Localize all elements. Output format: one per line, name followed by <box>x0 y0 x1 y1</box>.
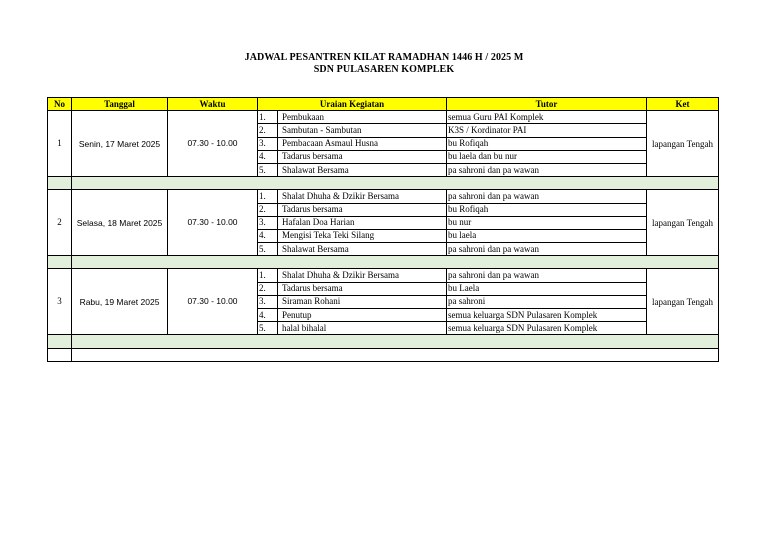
activity-index: 4. <box>258 229 278 242</box>
activity-index: 3. <box>258 295 278 308</box>
day-time: 07.30 - 10.00 <box>168 111 258 177</box>
activity-name: Hafalan Doa Harian <box>278 216 447 229</box>
activity-index: 1. <box>258 111 278 124</box>
activity-tutor: semua Guru PAI Komplek <box>447 111 647 124</box>
activity-tutor: bu Rofiqah <box>447 203 647 216</box>
activity-name: Tadarus bersama <box>278 282 447 295</box>
activity-name: Shalawat Bersama <box>278 163 447 176</box>
activity-tutor: K3S / Kordinator PAI <box>447 124 647 137</box>
activity-tutor: semua keluarga SDN Pulasaren Komplek <box>447 322 647 335</box>
activity-index: 1. <box>258 190 278 203</box>
separator-row <box>48 256 719 269</box>
schedule-body <box>48 111 719 362</box>
activity-name: Pembacaan Asmaul Husna <box>278 137 447 150</box>
separator-cell <box>72 177 719 190</box>
activity-name: Siraman Rohani <box>278 295 447 308</box>
document-title: JADWAL PESANTREN KILAT RAMADHAN 1446 H / 2025 M <box>244 52 524 63</box>
day-location-text: lapangan Tengah <box>652 138 713 149</box>
activity-name: halal bihalal <box>278 322 447 335</box>
activity-name: Shalat Dhuha & Dzikir Bersama <box>278 269 447 282</box>
header-ket: Ket <box>647 98 719 111</box>
activity-tutor: bu laela dan bu nur <box>447 150 647 163</box>
header-tanggal: Tanggal <box>72 98 168 111</box>
activity-index: 2. <box>258 124 278 137</box>
activity-row <box>48 269 719 282</box>
document-subtitle: SDN PULASAREN KOMPLEK <box>313 64 455 75</box>
activity-tutor: pa sahroni dan pa wawan <box>447 269 647 282</box>
separator-cell <box>72 256 719 269</box>
day-date: Selasa, 18 Maret 2025 <box>72 190 168 256</box>
activity-index: 4. <box>258 309 278 322</box>
activity-tutor: pa sahroni dan pa wawan <box>447 190 647 203</box>
activity-index: 5. <box>258 243 278 256</box>
empty-cell <box>72 348 719 361</box>
separator-cell-no <box>48 335 72 348</box>
activity-index: 5. <box>258 163 278 176</box>
activity-index: 4. <box>258 150 278 163</box>
activity-name: Sambutan - Sambutan <box>278 124 447 137</box>
day-location <box>647 111 719 177</box>
separator-row <box>48 335 719 348</box>
schedule-table <box>47 97 719 362</box>
activity-index: 3. <box>258 137 278 150</box>
header-waktu: Waktu <box>168 98 258 111</box>
header-no: No <box>48 98 72 111</box>
separator-cell <box>72 335 719 348</box>
day-time: 07.30 - 10.00 <box>168 190 258 256</box>
activity-tutor: bu Laela <box>447 282 647 295</box>
activity-row <box>48 111 719 124</box>
activity-index: 5. <box>258 322 278 335</box>
header-uraian-kegiatan: Uraian Kegiatan <box>258 98 447 111</box>
activity-index: 2. <box>258 203 278 216</box>
activity-index: 2. <box>258 282 278 295</box>
day-location-text: lapangan Tengah <box>652 217 713 228</box>
activity-name: Tadarus bersama <box>278 203 447 216</box>
day-time: 07.30 - 10.00 <box>168 269 258 335</box>
activity-index: 3. <box>258 216 278 229</box>
activity-tutor: bu Rofiqah <box>447 137 647 150</box>
activity-tutor: pa sahroni <box>447 295 647 308</box>
separator-cell-no <box>48 256 72 269</box>
day-location <box>647 269 719 335</box>
day-number: 1 <box>48 111 72 177</box>
header-row <box>48 98 719 111</box>
day-date: Senin, 17 Maret 2025 <box>72 111 168 177</box>
activity-tutor: bu laela <box>447 229 647 242</box>
activity-tutor: pa sahroni dan pa wawan <box>447 243 647 256</box>
day-number: 3 <box>48 269 72 335</box>
day-number: 2 <box>48 190 72 256</box>
activity-name: Pembukaan <box>278 111 447 124</box>
day-location-text: lapangan Tengah <box>652 296 713 307</box>
activity-name: Tadarus bersama <box>278 150 447 163</box>
activity-name: Mengisi Teka Teki Silang <box>278 229 447 242</box>
activity-row <box>48 190 719 203</box>
empty-row <box>48 348 719 361</box>
activity-tutor: bu nur <box>447 216 647 229</box>
activity-name: Penutup <box>278 309 447 322</box>
day-date: Rabu, 19 Maret 2025 <box>72 269 168 335</box>
activity-name: Shalat Dhuha & Dzikir Bersama <box>278 190 447 203</box>
activity-name: Shalawat Bersama <box>278 243 447 256</box>
empty-cell-no <box>48 348 72 361</box>
separator-cell-no <box>48 177 72 190</box>
activity-index: 1. <box>258 269 278 282</box>
activity-tutor: pa sahroni dan pa wawan <box>447 163 647 176</box>
day-location <box>647 190 719 256</box>
header-tutor: Tutor <box>447 98 647 111</box>
separator-row <box>48 177 719 190</box>
activity-tutor: semua keluarga SDN Pulasaren Komplek <box>447 309 647 322</box>
